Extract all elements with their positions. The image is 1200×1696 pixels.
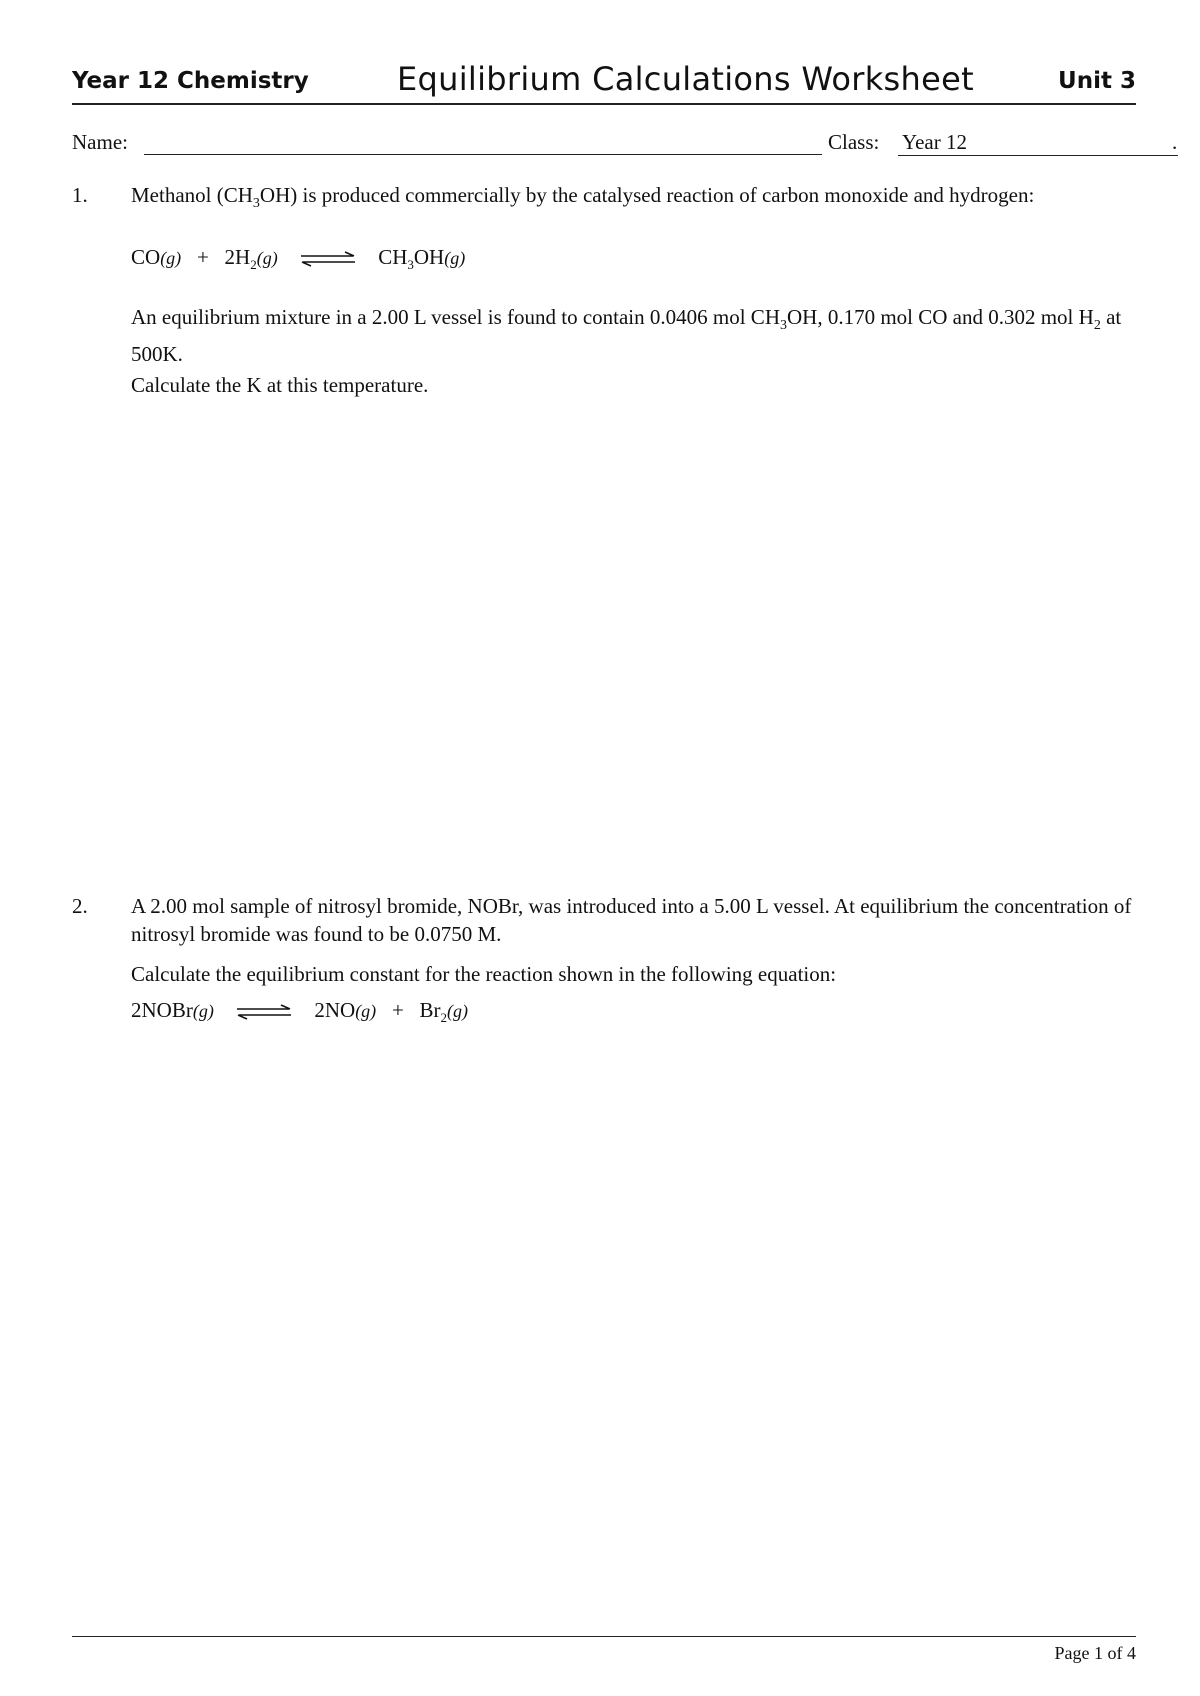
question-2-number: 2. xyxy=(72,894,88,918)
class-end: . xyxy=(1172,130,1178,154)
question-2-task: Calculate the equilibrium constant for the reaction shown in the following equation: xyxy=(131,962,837,986)
class-value[interactable]: Year 12 xyxy=(898,130,1178,156)
question-2-equation: 2NOBr(g) 2NO(g) + $Br_2(g)$ xyxy=(131,998,469,1026)
question-2-intro: A 2.00 mol sample of nitrosyl bromide, NOBr, was introduced into a 5.00 L vessel. At equilibrium the concentration of nitrosyl bromide was found to be 0.0750 M. xyxy=(131,894,1132,946)
question-1-task: Calculate the K at this temperature. xyxy=(131,373,429,397)
name-field-line[interactable] xyxy=(144,154,822,155)
header-divider xyxy=(72,103,1136,105)
question-1-number: 1. xyxy=(72,183,88,207)
page-number: Page 1 of 4 xyxy=(1054,1643,1136,1663)
question-1-intro: Methanol $(CH_3OH)$ is produced commercially by the catalysed reaction of carbon monoxide and hydrogen: xyxy=(131,183,1035,212)
worksheet-title: Equilibrium Calculations Worksheet xyxy=(397,60,974,98)
footer-divider xyxy=(72,1636,1136,1637)
name-label: Name: xyxy=(72,130,128,154)
header-unit: Unit 3 xyxy=(1058,68,1136,94)
equilibrium-arrow-icon xyxy=(299,251,357,267)
question-1-data: An equilibrium mixture in a 2.00 L vessel is found to contain 0.0406 mol $CH_3OH$, 0.170 mol CO and 0.302 mol $H_2$ at 500K. xyxy=(131,305,1122,367)
question-1-equation: CO(g) + $2H_2(g)$ $CH_3OH(g)$ xyxy=(131,245,466,273)
class-label: Class: xyxy=(828,130,880,154)
header-course: Year 12 Chemistry xyxy=(72,68,309,94)
equilibrium-arrow-icon xyxy=(235,1004,293,1020)
